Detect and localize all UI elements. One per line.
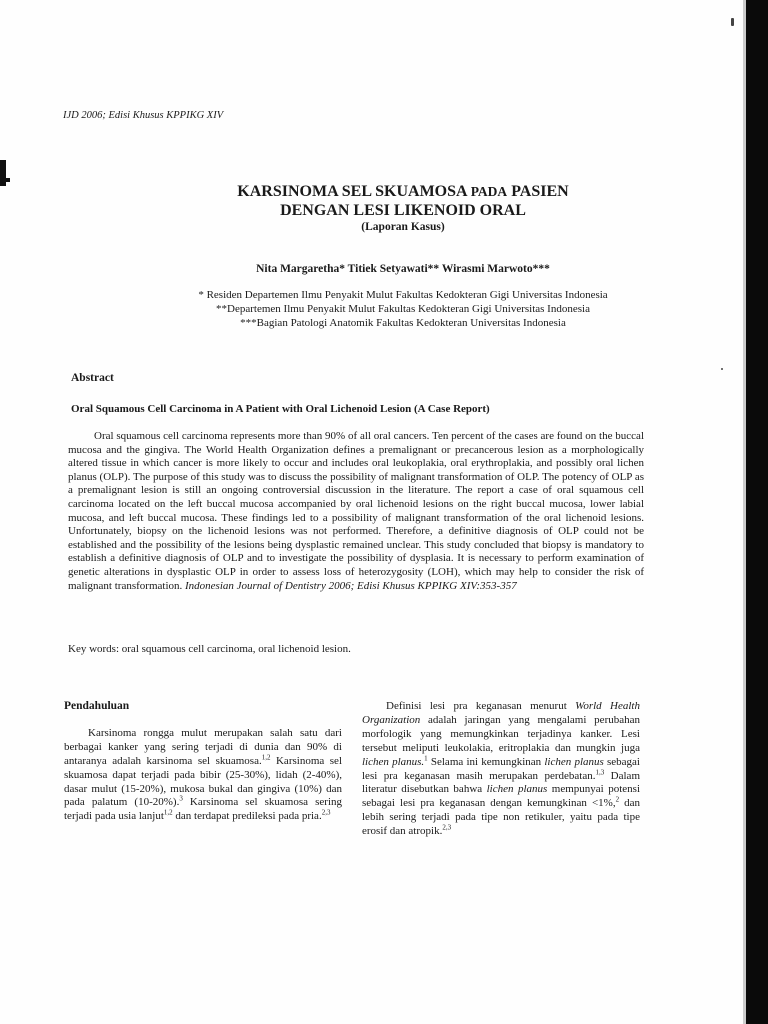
citation-sup: 1,3 xyxy=(595,767,605,776)
citation-sup: 2,3 xyxy=(321,808,331,817)
affiliation-3: ***Bagian Patologi Anatomik Fakultas Kedokteran Universitas Indonesia xyxy=(240,317,566,329)
title-line1-part3: PASIEN xyxy=(507,183,569,200)
abstract-text: Oral squamous cell carcinoma represents more than 90% of all oral cancers. Ten percent of the cases are found on the buccal mucosa and the gingiva. The World Health Organization defines a premalignant or precancerous lesion as a morphologically altered tissue in which cancer is more likely to occur and includes oral leukoplakia, oral erythroplakia, and possibly oral lichen planus (OLP). The purpose of this study was to discuss the possibility of malignant transformation of OLP. The potency of OLP as a premalignant lesion is still an ongoing controversial discussion in the literature. The report a case of oral squamous cell carcinoma located on the left buccal mucosa accompanied by oral lichenoid lesions on the right buccal mucosa, lower labial mucosa, and left buccal mucosa. These findings led to a possibility of malignant transformation of the oral lichenoid lesions. Unfortunately, biopsy on the lichenoid lesions was not performed. Therefore, a definitive diagnosis of OLP could not be established and the possibility of the lesions being dysplastic remained unclear. This study concluded that biopsy is mandatory to establish a definitive diagnosis of OLP and to investigate the possibility of dysplasia. It is necessary to perform examination of genetic alterations in dysplastic OLP in order to assess loss of heterozygosity (LOH), which may help to consider the risk of malignant transformation. xyxy=(68,430,644,592)
citation-sup: 1,2 xyxy=(163,808,173,817)
text-run: Definisi lesi pra keganasan menurut xyxy=(386,700,576,712)
scan-edge-gradient xyxy=(743,0,746,1024)
italic-term: World Health Organization xyxy=(362,700,640,726)
abstract-title: Oral Squamous Cell Carcinoma in A Patient with Oral Lichenoid Lesion (A Case Report) xyxy=(71,403,490,415)
paragraph-intro xyxy=(64,727,342,824)
text-run: Karsinoma rongga mulut merupakan salah satu dari berbagai kanker yang sering terjadi di dunia dan 90% di antaranya adalah karsinoma sel skuamosa. xyxy=(64,726,342,767)
binding-mark xyxy=(0,160,6,186)
text-run: Dalam literatur disebutkan bahwa xyxy=(362,769,640,796)
citation-sup: 1 xyxy=(424,753,428,762)
abstract-heading: Abstract xyxy=(71,372,114,384)
title-line2: DENGAN LESI LIKENOID ORAL xyxy=(280,202,526,219)
author-list: Nita Margaretha* Titiek Setyawati** Wirasmi Marwoto*** xyxy=(256,263,550,275)
text-run: Karsinoma sel skuamosa sering terjadi pada usia lanjut xyxy=(64,796,343,823)
citation-sup: 3 xyxy=(179,794,183,803)
affiliations xyxy=(63,288,743,330)
paper-subtitle: (Laporan Kasus) xyxy=(361,221,445,233)
keywords: Key words: oral squamous cell carcinoma, oral lichenoid lesion. xyxy=(68,643,351,655)
title-line1-part2: PADA xyxy=(470,184,508,199)
affiliation-2: **Departemen Ilmu Penyakit Mulut Fakultas Kedokteran Gigi Universitas Indonesia xyxy=(216,303,590,315)
text-run: sebagai lesi pra keganasan masih merupakan perdebatan. xyxy=(362,755,640,782)
title-line1-part1: KARSINOMA SEL SKUAMOSA xyxy=(237,183,471,200)
text-run: dan terdapat predileksi pada pria. xyxy=(172,810,322,823)
left-column xyxy=(64,700,342,824)
paragraph-definition xyxy=(362,700,640,839)
abstract-body xyxy=(68,430,644,593)
italic-term: lichen planus. xyxy=(362,755,425,768)
citation-sup: 1,2 xyxy=(261,753,271,762)
scan-speck xyxy=(731,18,734,26)
right-column xyxy=(362,700,640,839)
binding-mark-tick xyxy=(0,178,10,182)
citation-sup: 2,3 xyxy=(442,823,452,832)
text-run: Selama ini kemungkinan xyxy=(427,755,545,768)
italic-term: lichen planus xyxy=(486,783,548,796)
section-heading-pendahuluan: Pendahuluan xyxy=(64,700,130,712)
title-block xyxy=(63,182,743,233)
text-run: Karsinoma sel skuamosa dapat terjadi pada bibir (25-30%), lidah (2-40%), dasar mulut (15-20%), mukosa bukal dan gingiva (10%) dan pada palatum (10-20%). xyxy=(64,754,342,809)
italic-term: lichen planus xyxy=(544,755,604,768)
scan-edge-shadow xyxy=(746,0,768,1024)
text-run: mempunyai potensi sebagai lesi pra keganasan dengan kemungkinan <1%, xyxy=(362,783,640,810)
journal-header: IJD 2006; Edisi Khusus KPPIKG XIV xyxy=(63,110,224,121)
scan-speck xyxy=(721,368,723,370)
text-run: adalah jaringan yang mengalami perubahan morfologik yang memungkinkan terjadinya kanker. Lesi tersebut meliputi leukolakia, eritroplakia dan mungkin juga xyxy=(362,713,640,754)
affiliation-1: * Residen Departemen Ilmu Penyakit Mulut Fakultas Kedokteran Gigi Universitas Indonesia xyxy=(198,289,608,301)
abstract-citation: Indonesian Journal of Dentistry 2006; Edisi Khusus KPPIKG XIV:353-357 xyxy=(185,579,517,592)
text-run: dan lebih sering terjadi pada tipe non retikuler, yaitu pada tipe erosif dan atropik. xyxy=(362,797,640,838)
citation-sup: 2 xyxy=(615,795,620,804)
paper-title xyxy=(63,182,743,220)
